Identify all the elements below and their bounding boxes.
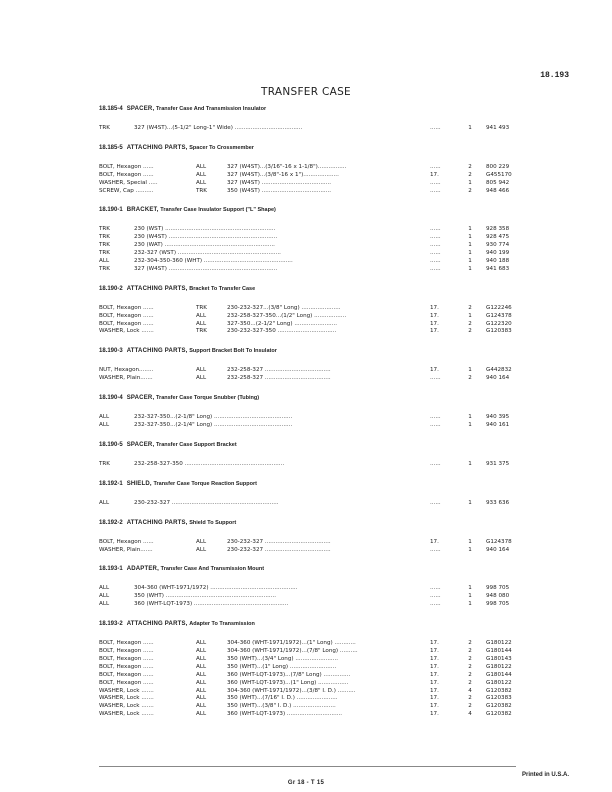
applicability: ALL	[196, 163, 207, 170]
part-description: 232-304-350-360 (WHT) ..................................................	[134, 258, 293, 265]
section-description: Transfer Case And Transmission Insulator	[156, 106, 267, 112]
part-number: G120382	[486, 687, 512, 694]
quantity: 1	[468, 179, 472, 186]
applicability: ALL	[196, 171, 207, 178]
part-name: ALL	[99, 585, 110, 592]
group-number: 17.	[430, 367, 439, 374]
part-row	[99, 593, 516, 601]
group-number: ......	[430, 375, 441, 382]
part-number: G442832	[486, 367, 512, 374]
part-name: BOLT, Hexagon ......	[99, 655, 154, 662]
part-name: BOLT, Hexagon ......	[99, 648, 154, 655]
quantity: 2	[468, 171, 472, 178]
part-number: G120383	[486, 328, 512, 335]
applicability: TRK	[196, 187, 207, 194]
section-name: SPACER,	[126, 106, 155, 112]
section-number: 18.190-1	[99, 207, 123, 214]
quantity: 1	[468, 125, 472, 131]
part-row	[99, 242, 516, 250]
part-row	[99, 172, 516, 180]
part-row	[99, 313, 516, 321]
quantity: 1	[468, 312, 472, 319]
applicability: ALL	[196, 546, 207, 553]
part-name: ALL	[99, 601, 110, 608]
quantity: 2	[468, 640, 472, 647]
section-heading	[99, 346, 516, 357]
group-number: ......	[430, 234, 441, 241]
quantity: 2	[468, 328, 472, 335]
part-row	[99, 688, 516, 696]
part-number: G124378	[486, 538, 512, 545]
group-number: ......	[430, 226, 441, 233]
section-description: Transfer Case And Transmission Mount	[160, 566, 265, 573]
part-row	[99, 585, 516, 593]
group-number: ......	[430, 460, 441, 467]
part-description: 230-232-327 ............................................................	[134, 499, 279, 506]
part-row	[99, 461, 516, 469]
part-description: 327 (W4ST) .............................................................	[134, 265, 278, 272]
part-row	[99, 375, 516, 383]
part-row	[99, 695, 516, 703]
part-number: 930 774	[486, 242, 510, 249]
group-number: 17.	[430, 663, 439, 670]
part-number: G180144	[486, 648, 512, 655]
applicability: ALL	[196, 687, 207, 694]
part-row	[99, 640, 516, 648]
part-number: 940 199	[486, 250, 510, 257]
part-name: WASHER, Plain.......	[99, 375, 153, 382]
part-name: WASHER, Lock .......	[99, 328, 154, 335]
part-name: NUT, Hexagon........	[99, 367, 154, 374]
parts-section	[99, 393, 516, 430]
part-name: WASHER, Special .....	[99, 179, 158, 186]
part-name: WASHER, Plain.......	[99, 546, 153, 553]
group-number: ......	[430, 414, 441, 421]
part-description: 327 (W4ST)...(3/16"-16 x 1-1/8")................	[227, 163, 347, 170]
section-name: ATTACHING PARTS,	[126, 519, 188, 526]
quantity: 1	[468, 546, 472, 553]
part-name: TRK	[99, 125, 110, 131]
section-number: 18.192-2	[99, 519, 123, 526]
group-number: ......	[430, 125, 441, 131]
part-row	[99, 656, 516, 664]
part-description: 232-327 (WST) ..........................................................	[134, 250, 281, 257]
section-description: Transfer Case Torque Reaction Support	[153, 480, 257, 487]
applicability: TRK	[196, 304, 207, 311]
section-name: ATTACHING PARTS,	[126, 285, 188, 292]
part-number: 941 683	[486, 265, 510, 272]
part-number: G122246	[486, 304, 512, 311]
group-number: ......	[430, 258, 441, 265]
section-name: ADAPTER,	[126, 566, 159, 573]
part-row	[99, 414, 516, 422]
part-description: 350 (W4ST) .......................................	[227, 187, 332, 194]
part-row	[99, 305, 516, 313]
part-description: 304-360 (WHT-1971/1972)...(1" Long) ............	[227, 640, 356, 647]
part-name: TRK	[99, 242, 110, 249]
part-description: 350 (WHT)...(1" Long) ..........................	[227, 663, 337, 670]
section-heading	[99, 284, 516, 295]
section-heading	[99, 143, 516, 154]
part-name: BOLT, Hexagon ......	[99, 538, 154, 545]
section-name: ATTACHING PARTS,	[126, 144, 188, 151]
part-description: 232-327-350...(2-1/4" Long) ............................................	[134, 422, 293, 429]
section-name: SHIELD,	[126, 480, 152, 487]
parts-list	[99, 104, 516, 719]
group-number: 17.	[430, 640, 439, 647]
applicability: ALL	[196, 640, 207, 647]
group-number: 17.	[430, 703, 439, 710]
page-title: TRANSFER CASE	[260, 86, 351, 98]
part-name: WASHER, Lock .......	[99, 703, 154, 710]
group-number: 17.	[430, 328, 439, 335]
group-number: ......	[430, 422, 441, 429]
part-number: G455170	[486, 171, 512, 178]
quantity: 1	[468, 585, 472, 592]
section-description: Adapter To Transmission	[189, 621, 255, 628]
part-number: G180122	[486, 679, 512, 686]
quantity: 4	[468, 687, 472, 694]
group-number: 17.	[430, 320, 439, 327]
parts-section	[99, 284, 516, 337]
part-number: G180122	[486, 663, 512, 670]
parts-section	[99, 346, 516, 383]
part-description: 230 (WST) ..............................................................	[134, 226, 276, 233]
part-name: TRK	[99, 250, 110, 257]
part-description: 327 (W4ST)...(3/8"-16 x 1")....................	[227, 171, 339, 178]
quantity: 1	[468, 538, 472, 545]
group-number: ......	[430, 499, 441, 506]
part-number: 940 395	[486, 414, 510, 421]
part-row	[99, 266, 516, 274]
quantity: 2	[468, 187, 472, 194]
quantity: 2	[468, 304, 472, 311]
part-description: 360 (WHT-LQT-1973) .....................................................	[134, 601, 289, 608]
group-number: 17.	[430, 695, 439, 702]
group-number: ......	[430, 187, 441, 194]
part-name: BOLT, Hexagon ......	[99, 640, 154, 647]
applicability: ALL	[196, 695, 207, 702]
section-heading	[99, 518, 516, 529]
section-heading	[99, 393, 516, 404]
quantity: 2	[468, 375, 472, 382]
part-number: 800 229	[486, 163, 510, 170]
quantity: 2	[468, 320, 472, 327]
part-number: 940 188	[486, 258, 510, 265]
section-name: BRACKET,	[126, 207, 159, 214]
part-name: BOLT, Hexagon ......	[99, 171, 154, 178]
quantity: 1	[468, 499, 472, 506]
part-name: ALL	[99, 258, 110, 265]
part-description: 230-232-327 .....................................	[227, 538, 331, 545]
part-description: 360 (WHT-LQT-1973)...(7/8" Long) ...............	[227, 671, 351, 678]
group-number: 17.	[430, 312, 439, 319]
applicability: ALL	[196, 679, 207, 686]
section-heading	[99, 564, 516, 575]
part-description: 304-360 (WHT-1971/1972)...(3/8" I. D.) ..........	[227, 687, 356, 694]
quantity: 2	[468, 655, 472, 662]
part-description: 232-258-327 .....................................	[227, 375, 331, 382]
quantity: 2	[468, 679, 472, 686]
parts-section	[99, 205, 516, 273]
quantity: 2	[468, 663, 472, 670]
part-description: 350 (WHT)...(3/4" Long) ........................	[227, 655, 339, 662]
section-description: Shield To Support	[189, 519, 237, 526]
part-number: 928 358	[486, 226, 510, 233]
part-name: BOLT, Hexagon ......	[99, 320, 154, 327]
section-description: Transfer Case Support Bracket	[156, 441, 237, 448]
quantity: 4	[468, 711, 472, 718]
applicability: ALL	[196, 655, 207, 662]
part-description: 232-327-350...(2-1/8" Long) ............................................	[134, 414, 293, 421]
part-description: 350 (WHT) ..............................................................	[134, 593, 276, 600]
section-number: 18.193-2	[99, 621, 123, 628]
applicability: ALL	[196, 538, 207, 545]
quantity: 1	[468, 265, 472, 272]
section-description: Spacer To Crossmember	[189, 144, 254, 151]
part-number: G180143	[486, 655, 512, 662]
part-description: 232-258-327-350...(1/2" Long) ..................	[227, 312, 347, 319]
group-number: 17.	[430, 655, 439, 662]
quantity: 1	[468, 460, 472, 467]
applicability: ALL	[196, 671, 207, 678]
group-number: 17.	[430, 648, 439, 655]
part-description: 304-360 (WHT-1971/1972)...(7/8" Long) ..........	[227, 648, 358, 655]
part-number: 928 475	[486, 234, 510, 241]
part-number: 998 705	[486, 601, 510, 608]
part-description: 230-232-327-350 .................................	[227, 328, 337, 335]
part-name: WASHER, Lock .......	[99, 687, 154, 694]
applicability: ALL	[196, 711, 207, 718]
quantity: 1	[468, 242, 472, 249]
part-row	[99, 164, 516, 172]
section-number: 18.190-3	[99, 348, 123, 355]
quantity: 1	[468, 601, 472, 608]
applicability: ALL	[196, 663, 207, 670]
section-name: SPACER,	[126, 441, 155, 448]
part-number: G180144	[486, 671, 512, 678]
part-number: G124378	[486, 312, 512, 319]
part-number: 940 164	[486, 546, 510, 553]
part-name: WASHER, Lock .......	[99, 695, 154, 702]
part-name: BOLT, Hexagon ......	[99, 304, 154, 311]
part-row	[99, 648, 516, 656]
part-description: 230-232-327 .....................................	[227, 546, 331, 553]
quantity: 1	[468, 593, 472, 600]
section-number: 18.185-5	[99, 144, 123, 151]
part-number: G120382	[486, 711, 512, 718]
part-name: TRK	[99, 265, 110, 272]
part-name: BOLT, Hexagon ......	[99, 312, 154, 319]
applicability: ALL	[196, 648, 207, 655]
section-name: SPACER,	[126, 395, 155, 402]
parts-section	[99, 518, 516, 555]
part-description: 350 (WHT)...(7/16" I. D.) .......................	[227, 695, 338, 702]
printed-in-usa: Printed in U.S.A.	[521, 772, 569, 778]
quantity: 2	[468, 703, 472, 710]
part-row	[99, 539, 516, 547]
group-number: ......	[430, 585, 441, 592]
part-description: 360 (WHT-LQT-1973)...(1" Long) .................	[227, 679, 349, 686]
part-row	[99, 367, 516, 375]
quantity: 1	[468, 414, 472, 421]
group-number: ......	[430, 593, 441, 600]
quantity: 1	[468, 422, 472, 429]
part-description: 230 (WAT) ..............................................................	[134, 242, 275, 249]
part-row	[99, 422, 516, 430]
group-reference: Gr 18 - T 15	[287, 780, 325, 786]
part-description: 350 (WHT)...(3/8" I. D.) ........................	[227, 703, 336, 710]
applicability: ALL	[196, 367, 207, 374]
part-row	[99, 321, 516, 329]
parts-section	[99, 564, 516, 609]
section-heading	[99, 479, 516, 490]
part-number: 948 080	[486, 593, 510, 600]
part-description: 327 (W4ST) .......................................	[227, 179, 332, 186]
part-name: BOLT, Hexagon ......	[99, 663, 154, 670]
group-number: ......	[430, 601, 441, 608]
group-number: 17.	[430, 671, 439, 678]
part-name: TRK	[99, 234, 110, 241]
part-description: 304-360 (WHT-1971/1972) .................................................	[134, 585, 298, 592]
part-row	[99, 703, 516, 711]
quantity: 1	[468, 234, 472, 241]
part-row	[99, 125, 516, 133]
part-description: 327-350...(2-1/2" Long) ........................	[227, 320, 337, 327]
part-description: 327 (W4ST)...(5-1/2" Long-1" Wide) ......................................	[134, 125, 303, 131]
group-number: ......	[430, 242, 441, 249]
part-description: 232-258-327-350 ........................................................	[134, 460, 285, 467]
part-row	[99, 226, 516, 234]
part-number: 941 493	[486, 125, 510, 131]
section-heading	[99, 104, 516, 115]
section-number: 18.192-1	[99, 480, 123, 487]
part-description: 360 (WHT-LQT-1973) ...............................	[227, 711, 343, 718]
part-name: TRK	[99, 226, 110, 233]
part-row	[99, 188, 516, 196]
applicability: ALL	[196, 312, 207, 319]
quantity: 2	[468, 163, 472, 170]
group-number: 17.	[430, 711, 439, 718]
part-number: G122320	[486, 320, 512, 327]
quantity: 1	[468, 226, 472, 233]
group-number: 17.	[430, 538, 439, 545]
section-name: ATTACHING PARTS,	[126, 621, 188, 628]
part-row	[99, 680, 516, 688]
part-name: ALL	[99, 414, 110, 421]
group-number: 17.	[430, 304, 439, 311]
parts-section	[99, 619, 516, 719]
part-row	[99, 672, 516, 680]
part-row	[99, 250, 516, 258]
quantity: 1	[468, 250, 472, 257]
applicability: TRK	[196, 328, 207, 335]
group-number: ......	[430, 163, 441, 170]
part-number: 940 161	[486, 422, 510, 429]
group-number: 17.	[430, 171, 439, 178]
part-number: 931 375	[486, 460, 510, 467]
section-number: 18.193-1	[99, 566, 123, 573]
part-row	[99, 258, 516, 266]
section-description: Transfer Case Torque Snubber (Tubing)	[156, 395, 260, 402]
part-number: 998 705	[486, 585, 510, 592]
part-row	[99, 664, 516, 672]
quantity: 1	[468, 258, 472, 265]
parts-section	[99, 440, 516, 469]
parts-section	[99, 479, 516, 508]
part-number: G120382	[486, 703, 512, 710]
quantity: 1	[468, 367, 472, 374]
group-number: ......	[430, 546, 441, 553]
part-row	[99, 547, 516, 555]
page-number: 18.193	[540, 71, 569, 80]
section-heading	[99, 205, 516, 216]
parts-section	[99, 143, 516, 196]
part-name: ALL	[99, 593, 110, 600]
applicability: ALL	[196, 179, 207, 186]
part-name: SCREW, Cap ..........	[99, 187, 154, 194]
section-heading	[99, 619, 516, 630]
part-name: ALL	[99, 499, 110, 506]
applicability: ALL	[196, 320, 207, 327]
part-number: 805 942	[486, 179, 510, 186]
quantity: 2	[468, 671, 472, 678]
section-heading	[99, 440, 516, 451]
group-number: ......	[430, 179, 441, 186]
part-number: 933 636	[486, 499, 510, 506]
parts-section	[99, 104, 516, 133]
part-row	[99, 711, 516, 719]
part-name: TRK	[99, 460, 110, 467]
part-row	[99, 328, 516, 336]
part-description: 230-232-327...(3/8" Long) ......................	[227, 304, 341, 311]
section-description: Transfer Case Insulator Support ("L" Shape)	[160, 207, 276, 214]
quantity: 2	[468, 695, 472, 702]
part-row	[99, 500, 516, 508]
part-number: 940 164	[486, 375, 510, 382]
section-description: Bracket To Transfer Case	[189, 285, 256, 292]
part-row	[99, 234, 516, 242]
section-number: 18.185-4	[99, 106, 123, 112]
part-name: BOLT, Hexagon ......	[99, 671, 154, 678]
footer-divider	[99, 766, 516, 767]
applicability: ALL	[196, 703, 207, 710]
group-number: 17.	[430, 679, 439, 686]
applicability: ALL	[196, 375, 207, 382]
part-number: 948 466	[486, 187, 510, 194]
section-description: Support Bracket Bolt To Insulator	[189, 348, 277, 355]
part-description: 232-258-327 .....................................	[227, 367, 331, 374]
section-number: 18.190-2	[99, 285, 123, 292]
section-name: ATTACHING PARTS,	[126, 348, 188, 355]
group-number: ......	[430, 250, 441, 257]
part-description: 230 (W4ST) .............................................................	[134, 234, 278, 241]
part-row	[99, 180, 516, 188]
part-name: BOLT, Hexagon ......	[99, 679, 154, 686]
group-number: 17.	[430, 687, 439, 694]
group-number: ......	[430, 265, 441, 272]
part-name: BOLT, Hexagon ......	[99, 163, 154, 170]
part-name: ALL	[99, 422, 110, 429]
part-row	[99, 601, 516, 609]
part-number: G120383	[486, 695, 512, 702]
part-number: G180122	[486, 640, 512, 647]
quantity: 2	[468, 648, 472, 655]
section-number: 18.190-4	[99, 395, 123, 402]
section-number: 18.190-5	[99, 441, 123, 448]
part-name: WASHER, Lock .......	[99, 711, 154, 718]
